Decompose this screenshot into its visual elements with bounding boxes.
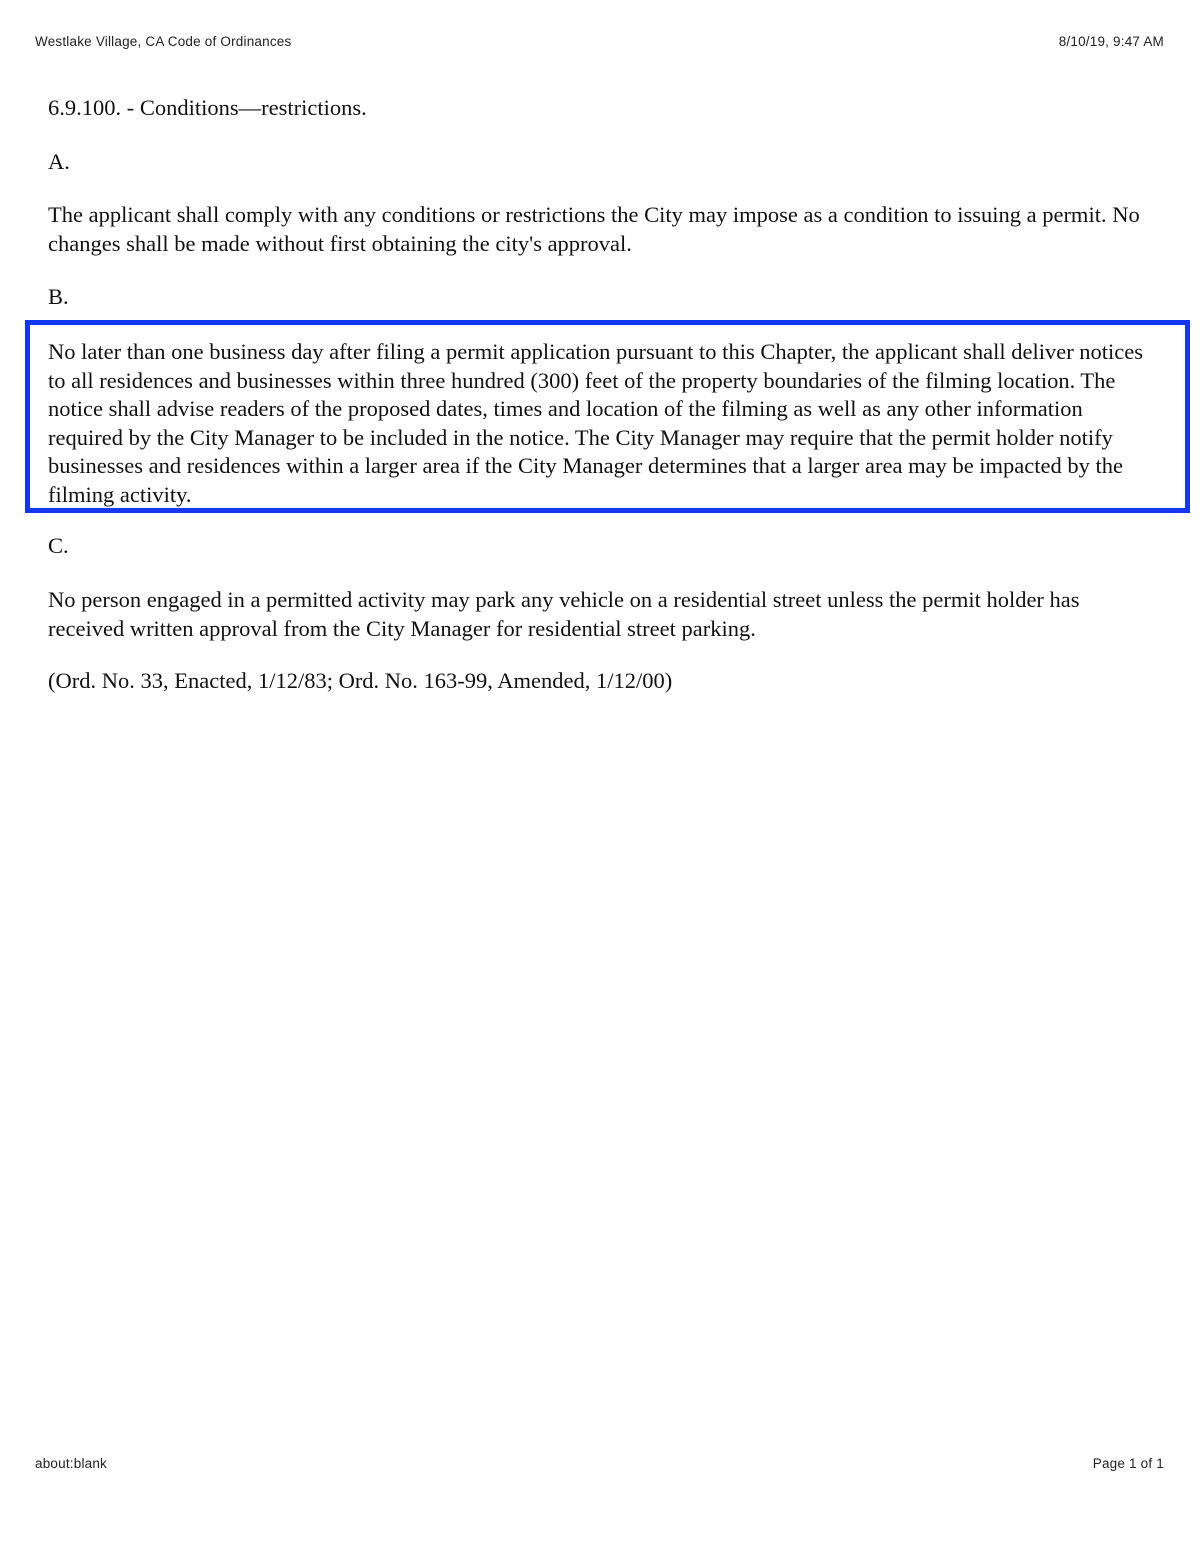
subsection-label-c: C.: [48, 533, 69, 558]
subsection-label-a: A.: [48, 148, 70, 174]
subsection-text-a: The applicant shall comply with any conditions or restrictions the City may impose as a condition to issuing a permit. No changes shall be made without first obtaining the city's approval.: [48, 202, 1140, 256]
section-title: 6.9.100. - Conditions—restrictions.: [48, 95, 367, 120]
header-datetime: 8/10/19, 9:47 AM: [1058, 34, 1164, 49]
subsection-text-c: No person engaged in a permitted activity may park any vehicle on a residential street unless the permit holder has received written approval from the City Manager for residential street parking.: [48, 587, 1080, 641]
print-footer: [35, 1456, 1164, 1471]
header-title: Westlake Village, CA Code of Ordinances: [35, 34, 292, 49]
print-header: [35, 34, 1164, 49]
history-note: (Ord. No. 33, Enacted, 1/12/83; Ord. No. 163-99, Amended, 1/12/00): [48, 668, 673, 693]
subsection-label-b: B.: [48, 284, 69, 309]
footer-page-number: Page 1 of 1: [1092, 1456, 1164, 1471]
footer-url: about:blank: [35, 1456, 108, 1471]
document-body: [48, 94, 1158, 693]
subsection-text-b: No later than one business day after filing a permit application pursuant to this Chapter, the applicant shall deliver notices to all residences and businesses within three hundred (300) feet of the property boundaries of the filming location. The notice shall advise readers of the proposed dates, times and location of the filming as well as any other information required by the City Manager to be included in the notice. The City Manager may require that the permit holder notify businesses and residences within a larger area if the City Manager determines that a larger area may be impacted by the filming activity.: [48, 339, 1144, 507]
